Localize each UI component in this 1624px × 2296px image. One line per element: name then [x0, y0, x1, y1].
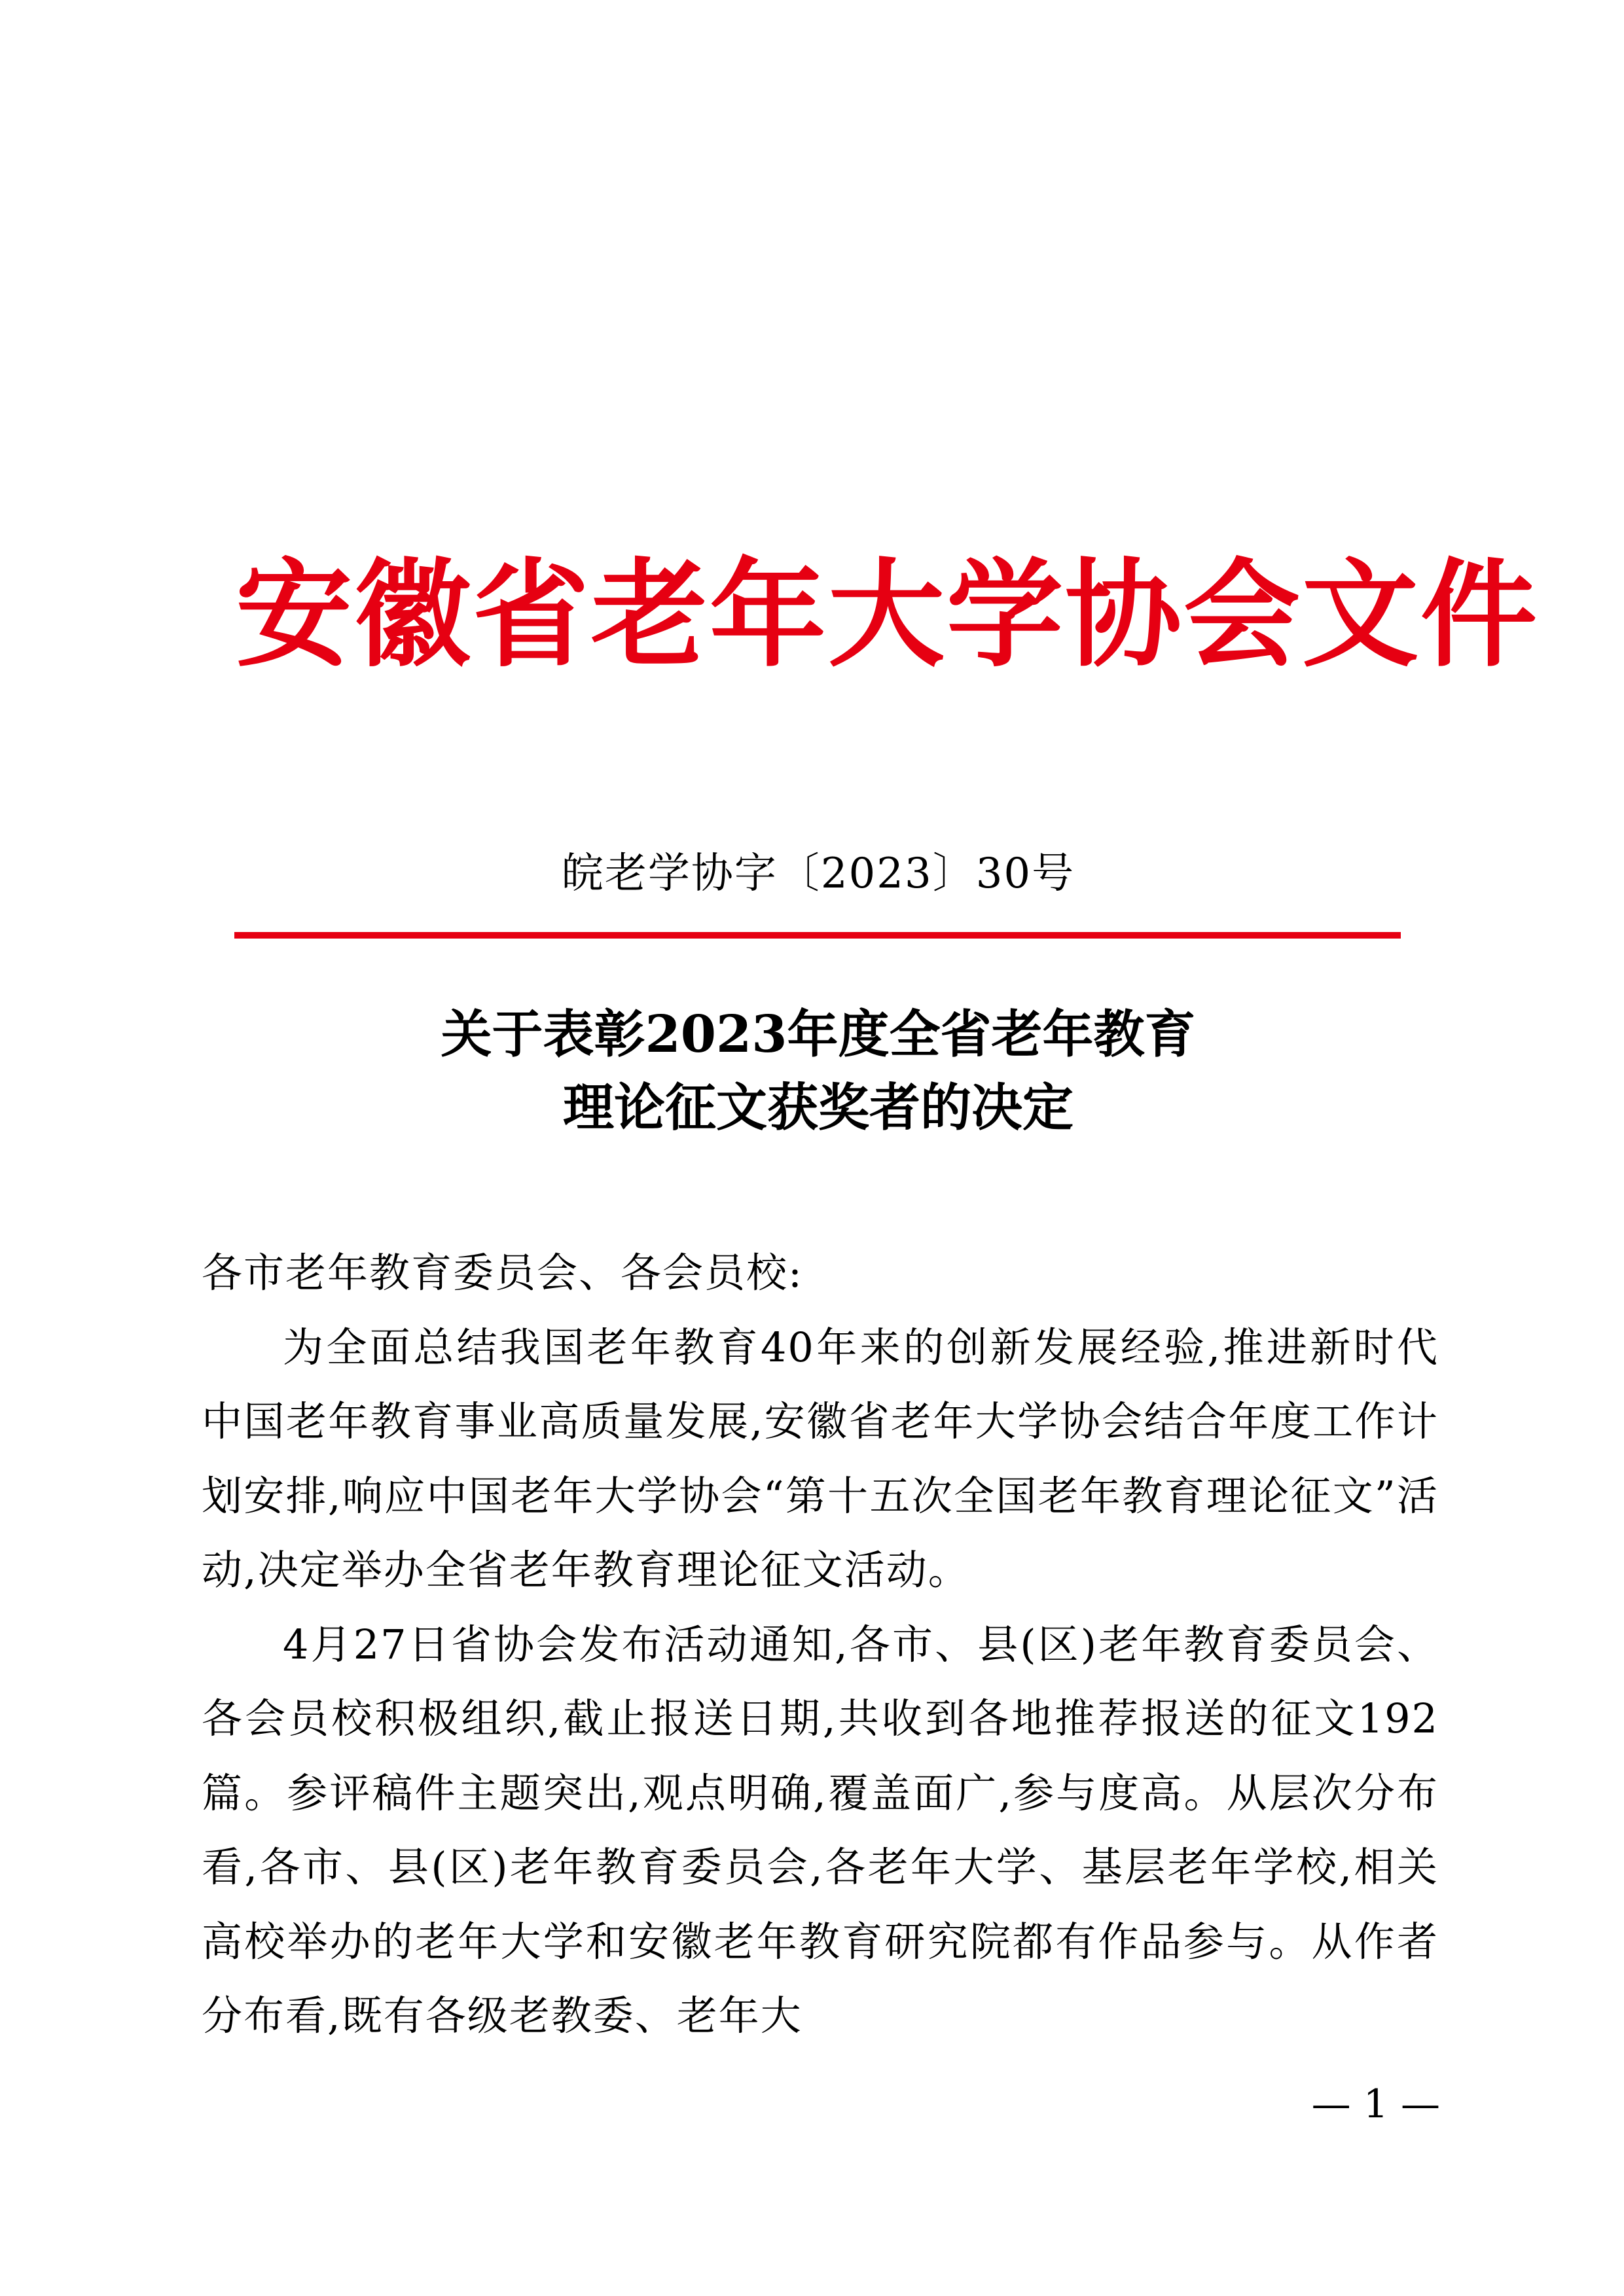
document-title-line-2: 理论征文获奖者的决定	[562, 1078, 1074, 1138]
page-number: — 1 —	[1311, 2081, 1440, 2127]
document-title-line-1: 关于表彰2023年度全省老年教育	[441, 1005, 1196, 1064]
document-number: 皖老学协字〔2023〕30号	[561, 850, 1075, 898]
salutation: 各市老年教育委员会、各会员校:	[202, 1249, 803, 1297]
document-body	[202, 1236, 1439, 2053]
body-paragraph-1: 为全面总结我国老年教育40年来的创新发展经验,推进新时代中国老年教育事业高质量发展,安徽省老年大学协会结合年度工作计划安排,响应中国老年大学协会“第十五次全国老年教育理论征文”活动,决定举办全省老年教育理论征文活动。	[202, 1323, 1439, 1594]
document-masthead: 安徽省老年大学协会文件	[236, 547, 1539, 683]
red-divider-line	[234, 932, 1401, 939]
body-paragraph-2: 4月27日省协会发布活动通知,各市、县(区)老年教育委员会、各会员校积极组织,截止报送日期,共收到各地推荐报送的征文192篇。参评稿件主题突出,观点明确,覆盖面广,参与度高。从层次分布看,各市、县(区)老年教育委员会,各老年大学、基层老年学校,相关高校举办的老年大学和安徽老年教育研究院都有作品参与。从作者分布看,既有各级老教委、老年大	[202, 1620, 1439, 2039]
document-title	[209, 998, 1427, 1145]
